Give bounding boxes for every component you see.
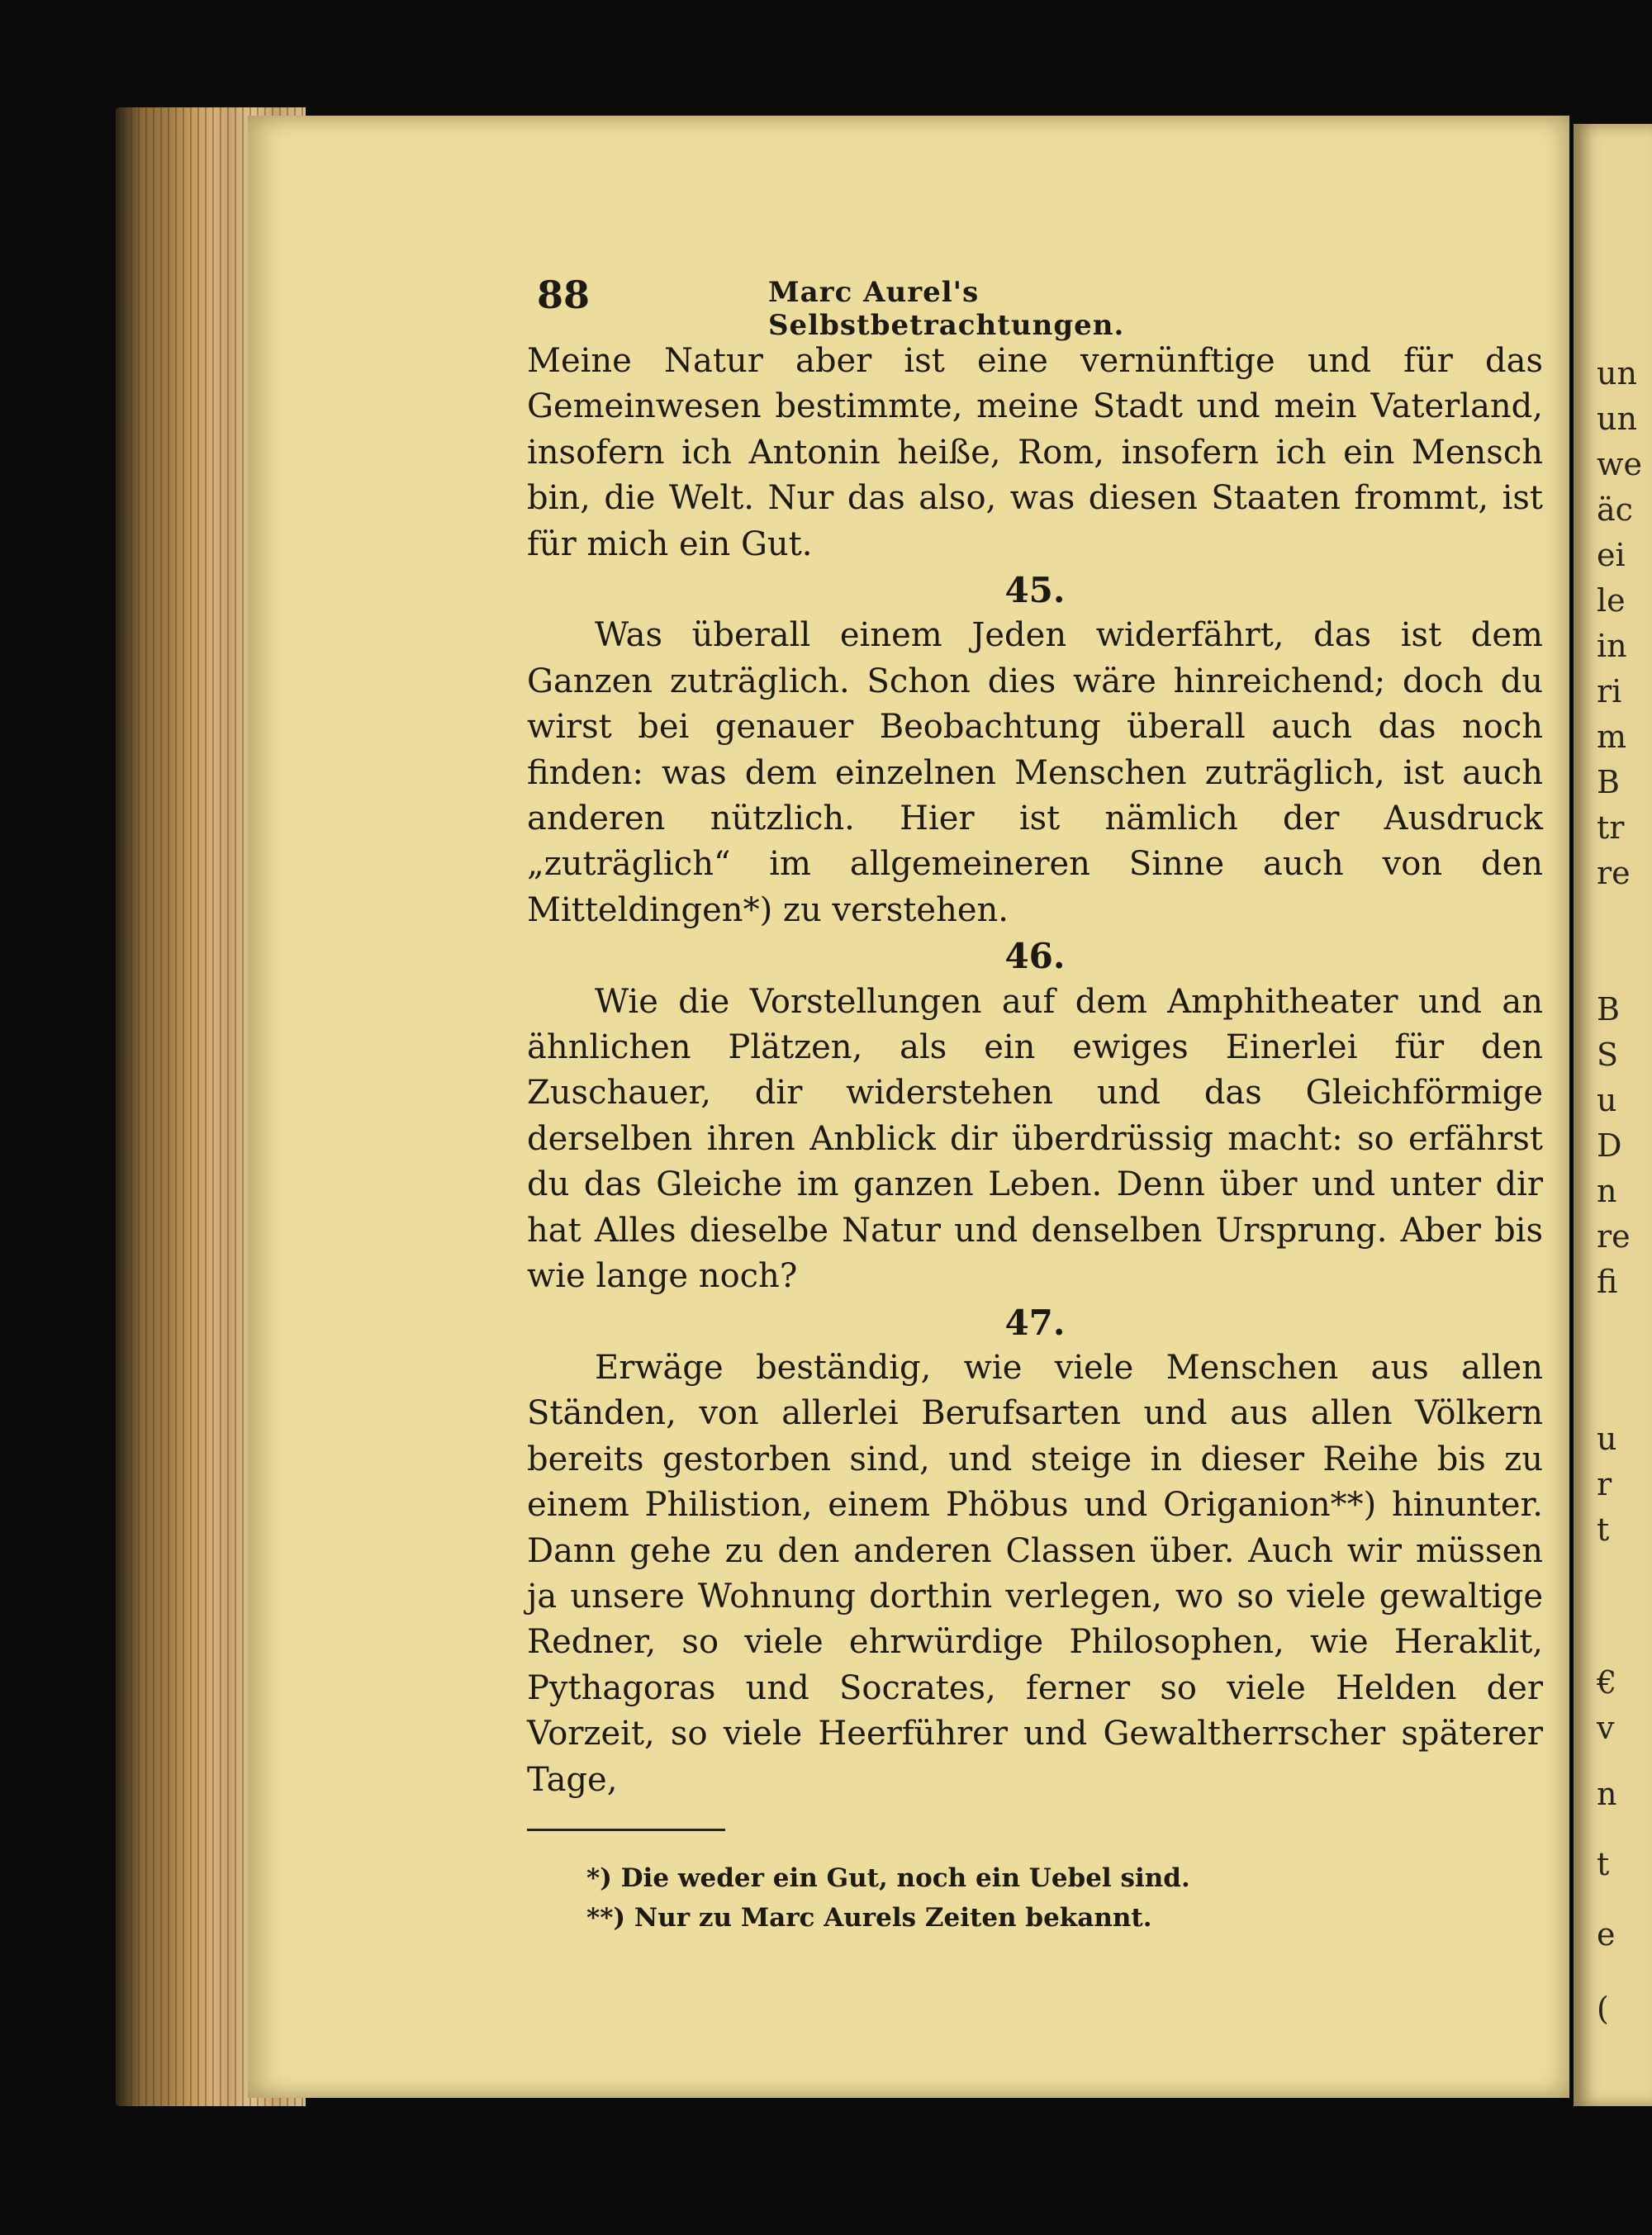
next-page-fragment: v [1597, 1710, 1615, 1746]
next-page-fragment: tr [1597, 809, 1625, 846]
next-page-edge [1574, 124, 1652, 2106]
next-page-fragment: ri [1597, 673, 1622, 709]
running-title: Marc Aurel's Selbstbetrachtungen. [768, 276, 1125, 342]
next-page-fragment: u [1597, 1082, 1617, 1118]
footnote-2: **) Nur zu Marc Aurels Zeiten bekannt. [586, 1903, 1152, 1933]
next-page-fragment: € [1597, 1664, 1617, 1701]
footnote-divider [527, 1829, 725, 1831]
next-page-fragment: n [1597, 1173, 1617, 1209]
next-page-fragment: un [1597, 355, 1637, 391]
paragraph-intro: Meine Natur aber ist eine vernünftige und für das Gemeinwesen bestimmte, meine Stadt und mein Vaterland, insofern ich Antonin heiße, Rom, insofern ich ein Mensch bin, die Welt. Nur das also, was diesen Staaten frommt, ist für mich ein Gut. [527, 342, 1543, 563]
next-page-fragment: äc [1597, 491, 1633, 528]
next-page-fragment: we [1597, 446, 1643, 482]
next-page-fragment: ( [1597, 1991, 1609, 2027]
next-page-fragment: B [1597, 991, 1620, 1027]
paragraph-45: Was überall einem Jeden widerfährt, das ist dem Ganzen zuträglich. Schon dies wäre hinreichend; doch du wirst bei genauer Beobachtung überall auch das noch finden: was dem einzelnen Menschen zuträglich, ist auch anderen nützlich. Hier ist nämlich der Ausdruck „zuträglich“ im allgemeineren Sinne auch von den Mitteldingen*) zu verstehen. [527, 616, 1543, 929]
next-page-fragment: re [1597, 1218, 1631, 1255]
next-page-fragment: B [1597, 764, 1620, 800]
next-page-fragment: in [1597, 628, 1627, 664]
section-number-45: 45. [1004, 570, 1066, 611]
next-page-fragment: t [1597, 1846, 1610, 1882]
paragraph-47: Erwäge beständig, wie viele Menschen aus allen Ständen, von allerlei Berufsarten und aus allen Völkern bereits gestorben sind, und steige in dieser Reihe bis zu einem Philistion, einem Phöbus und Origanion**) hinunter. Dann gehe zu den anderen Classen über. Auch wir müssen ja unsere Wohnung dorthin verlegen, wo so viele gewaltige Redner, so viele ehrwürdige Philosophen, wie Heraklit, Pythagoras und Socrates, ferner so viele Helden der Vorzeit, so viele Heerführer und Gewaltherrscher späterer Tage, [527, 1348, 1543, 1799]
main-text [527, 339, 1543, 1803]
next-page-fragment: fi [1597, 1264, 1618, 1300]
next-page-fragment: n [1597, 1776, 1617, 1812]
next-page-fragment: un [1597, 401, 1637, 437]
next-page-fragment: S [1597, 1037, 1619, 1073]
next-page-fragment: u [1597, 1421, 1617, 1457]
footnote-1: *) Die weder ein Gut, noch ein Uebel sind. [586, 1863, 1190, 1893]
next-page-fragment: m [1597, 719, 1627, 755]
next-page-fragment: re [1597, 855, 1631, 891]
section-number-46: 46. [1004, 936, 1066, 977]
next-page-fragment: t [1597, 1511, 1610, 1548]
page-number: 88 [537, 273, 591, 317]
next-page-fragment: ei [1597, 537, 1626, 573]
next-page-fragment: D [1597, 1127, 1622, 1164]
next-page-fragment: e [1597, 1916, 1616, 1953]
footnotes [586, 1858, 1495, 1938]
next-page-fragment: r [1597, 1466, 1612, 1502]
paragraph-46: Wie die Vorstellungen auf dem Amphitheater und an ähnlichen Plätzen, als ein ewiges Einerlei für den Zuschauer, dir widerstehen und das Gleichförmige derselben ihren Anblick dir überdrüssig macht: so erfährst du das Gleiche im ganzen Leben. Denn über und unter dir hat Alles dieselbe Natur und denselben Ursprung. Aber bis wie lange noch? [527, 982, 1543, 1296]
next-page-fragment: le [1597, 582, 1626, 619]
section-number-47: 47. [1004, 1302, 1066, 1343]
running-head [537, 273, 1305, 342]
